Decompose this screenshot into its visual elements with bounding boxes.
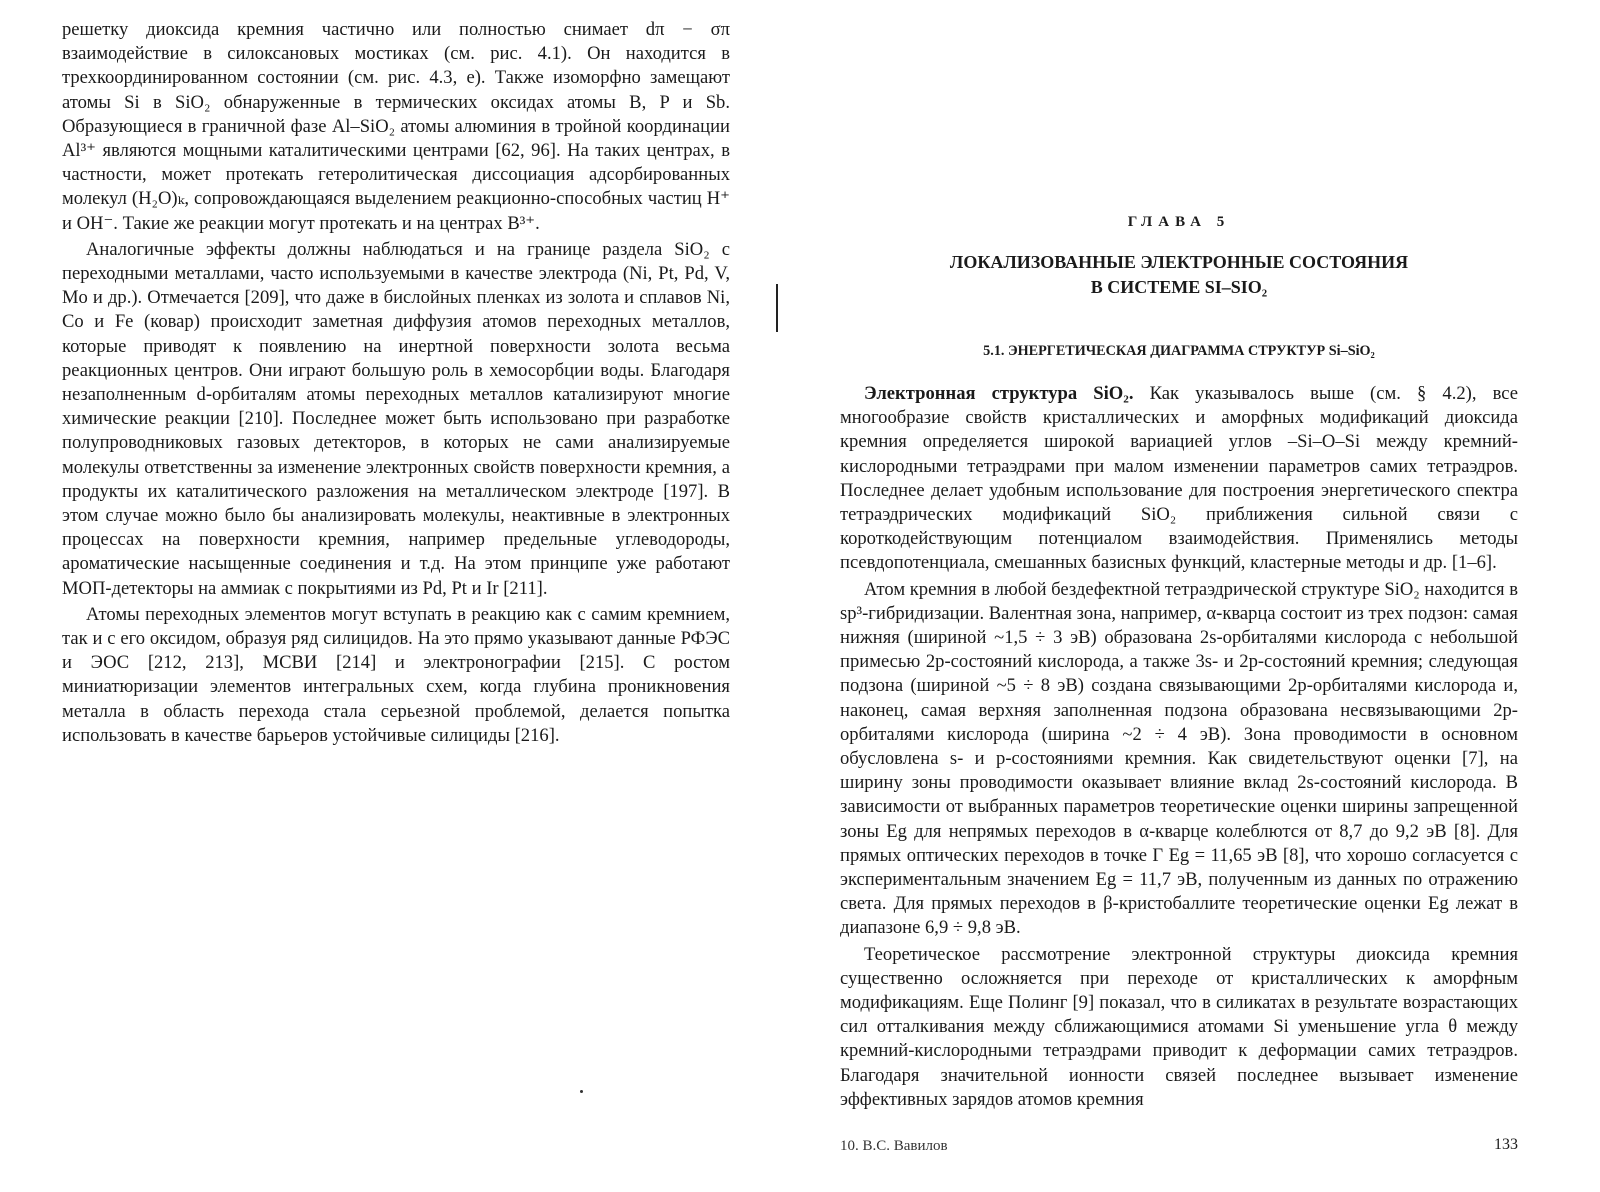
left-paragraph-2: Аналогичные эффекты должны наблюдаться и на границе раздела SiO₂ с переходными металлами, часто используемыми в качестве электрода (Ni, Pt, Pd, V, Mo и др.). Отмечается [209], что даже в бислойных пленках из золота и сплавов Ni, Co и Fe (ковар) происходит заметная диффузия атомов переходных металлов, которые приводят к появлению на инертной поверхности золота весьма реакционных центров. Они играют большую роль в хемосорбции воды. Благодаря незаполненным d-орбиталям атомы переходных металлов катализируют многие химические реакции [210]. Последнее может быть использовано при разработке полупроводниковых газовых детекторов, в которых не сами анализируемые молекулы ответственны за изменение электронных свойств поверхности кремния, а продукты их каталитического разложения на металлическом электроде [197]. В этом случае можно было бы анализировать молекулы, неактивные в электронных процессах на поверхности кремния, например предельные углеводороды, ароматические насыщенные соединения и т.д. На этом принципе уже работают МОП-детекторы на аммиак с покрытиями из Pd, Pt и Ir [211]. [62, 238, 730, 599]
chapter-title-line-1: ЛОКАЛИЗОВАННЫЕ ЭЛЕКТРОННЫЕ СОСТОЯНИЯ [949, 252, 1409, 272]
left-paragraph-1: решетку диоксида кремния частично или полностью снимает dπ − σπ взаимодействие в силоксановых мостиках (см. рис. 4.1). Он находится в трехкоординированном состоянии (см. рис. 4.3, е). Также изоморфно замещают атомы Si в SiO₂ обнаруженные в термических оксидах атомы B, P и Sb. Образующиеся в граничной фазе Al–SiO₂ атомы алюминия в тройной координации Al³⁺ являются мощными каталитическими центрами [62, 96]. На таких центрах, в частности, может протекать гетеролитическая диссоциация адсорбированных молекул (H₂O)ₖ, сопровождающаяся выделением реакционно-способных частиц H⁺ и OH⁻. Такие же реакции могут протекать и на центрах B³⁺. [62, 19, 730, 234]
left-page [0, 0, 780, 1192]
right-paragraph-3: Теоретическое рассмотрение электронной структуры диоксида кремния существенно осложняется при переходе от кристаллических к аморфным модификациям. Еще Полинг [9] показал, что в силикатах в результате возрастающих сил отталкивания между сближающимися атомами Si уменьшение угла θ между кремний-кислородными тетраэдрами приводит к деформации самих тетраэдров. Благодаря значительной ионности связей последнее вызывает изменение эффективных зарядов атомов кремния [840, 943, 1518, 1110]
left-paragraph-3: Атомы переходных элементов могут вступать в реакцию как с самим кремнием, так и с его оксидом, образуя ряд силицидов. На это прямо указывают данные РФЭС и ЭОС [212, 213], МСВИ [214] и электронографии [215]. С ростом миниатюризации элементов интегральных схем, когда глубина проникновения металла в область перехода стала серьезной проблемой, делается попытка использовать в качестве барьеров устойчивые силициды [216]. [62, 603, 730, 746]
section-title: 5.1. ЭНЕРГЕТИЧЕСКАЯ ДИАГРАММА СТРУКТУР Si–SiO₂ [983, 343, 1375, 359]
page-number: 133 [1494, 1136, 1518, 1153]
lead-heading: Электронная структура SiO₂. [864, 383, 1134, 404]
margin-mark [776, 284, 778, 332]
chapter-title-line-2: В СИСТЕМЕ SI–SIO₂ [1090, 277, 1268, 297]
right-paragraph-1 [840, 382, 1518, 576]
right-paragraph-2: Атом кремния в любой бездефектной тетраэдрической структуре SiO₂ находится в sp³-гибридизации. Валентная зона, например, α-кварца состоит из трех подзон: самая нижняя (шириной ~1,5 ÷ 3 эВ) образована 2s-орбиталями кислорода с небольшой примесью 2p-состояний кислорода, а также 3s- и 2p-состояний кремния; следующая подзона (шириной ~5 ÷ 8 эВ) создана связывающими 2p-орбиталями кислорода и, наконец, самая верхняя заполненная подзона образована несвязывающими 2p-орбиталями кислорода (ширина ~2 ÷ 4 эВ). Зона проводимости в основном обусловлена s- и p-состояниями кремния. Как свидетельствуют оценки [7], на ширину зоны проводимости оказывает влияние вклад 2s-состояний кислорода. В зависимости от выбранных параметров теоретические оценки ширины запрещенной зоны Eg для непрямых переходов в α-кварце колеблются от 8,7 до 9,2 эВ [8]. Для прямых оптических переходов в точке Γ Eg = 11,65 эВ [8], что хорошо согласуется с экспериментальным значением Eg = 11,7 эВ, полученным из данных по отражению света. Для прямых переходов в β-кристобаллите теоретические оценки Eg лежат в диапазоне 6,9 ÷ 9,8 эВ. [840, 578, 1518, 939]
footer-signature: 10. В.С. Вавилов [840, 1138, 948, 1154]
right-page [790, 0, 1600, 1192]
scan-speck [580, 1090, 583, 1093]
left-text-column [62, 18, 730, 748]
right-text-column [840, 382, 1518, 1112]
chapter-label: ГЛАВА 5 [1127, 214, 1231, 230]
chapter-title [840, 250, 1518, 300]
right-paragraph-1-text: Как указывалось выше (см. § 4.2), все многообразие свойств кристаллических и аморфных модификаций диоксида кремния определяется широкой вариацией углов –Si–O–Si между кремний-кислородными тетраэдрами при малом изменении параметров самих тетраэдров. Последнее делает удобным использование для построения энергетического спектра тетраэдрических модификаций SiO₂ приближения сильной связи с короткодействующим потенциалом взаимодействия. Применялись методы псевдопотенциала, смешанных базисных функций, кластерные методы и др. [1–6]. [840, 383, 1519, 574]
